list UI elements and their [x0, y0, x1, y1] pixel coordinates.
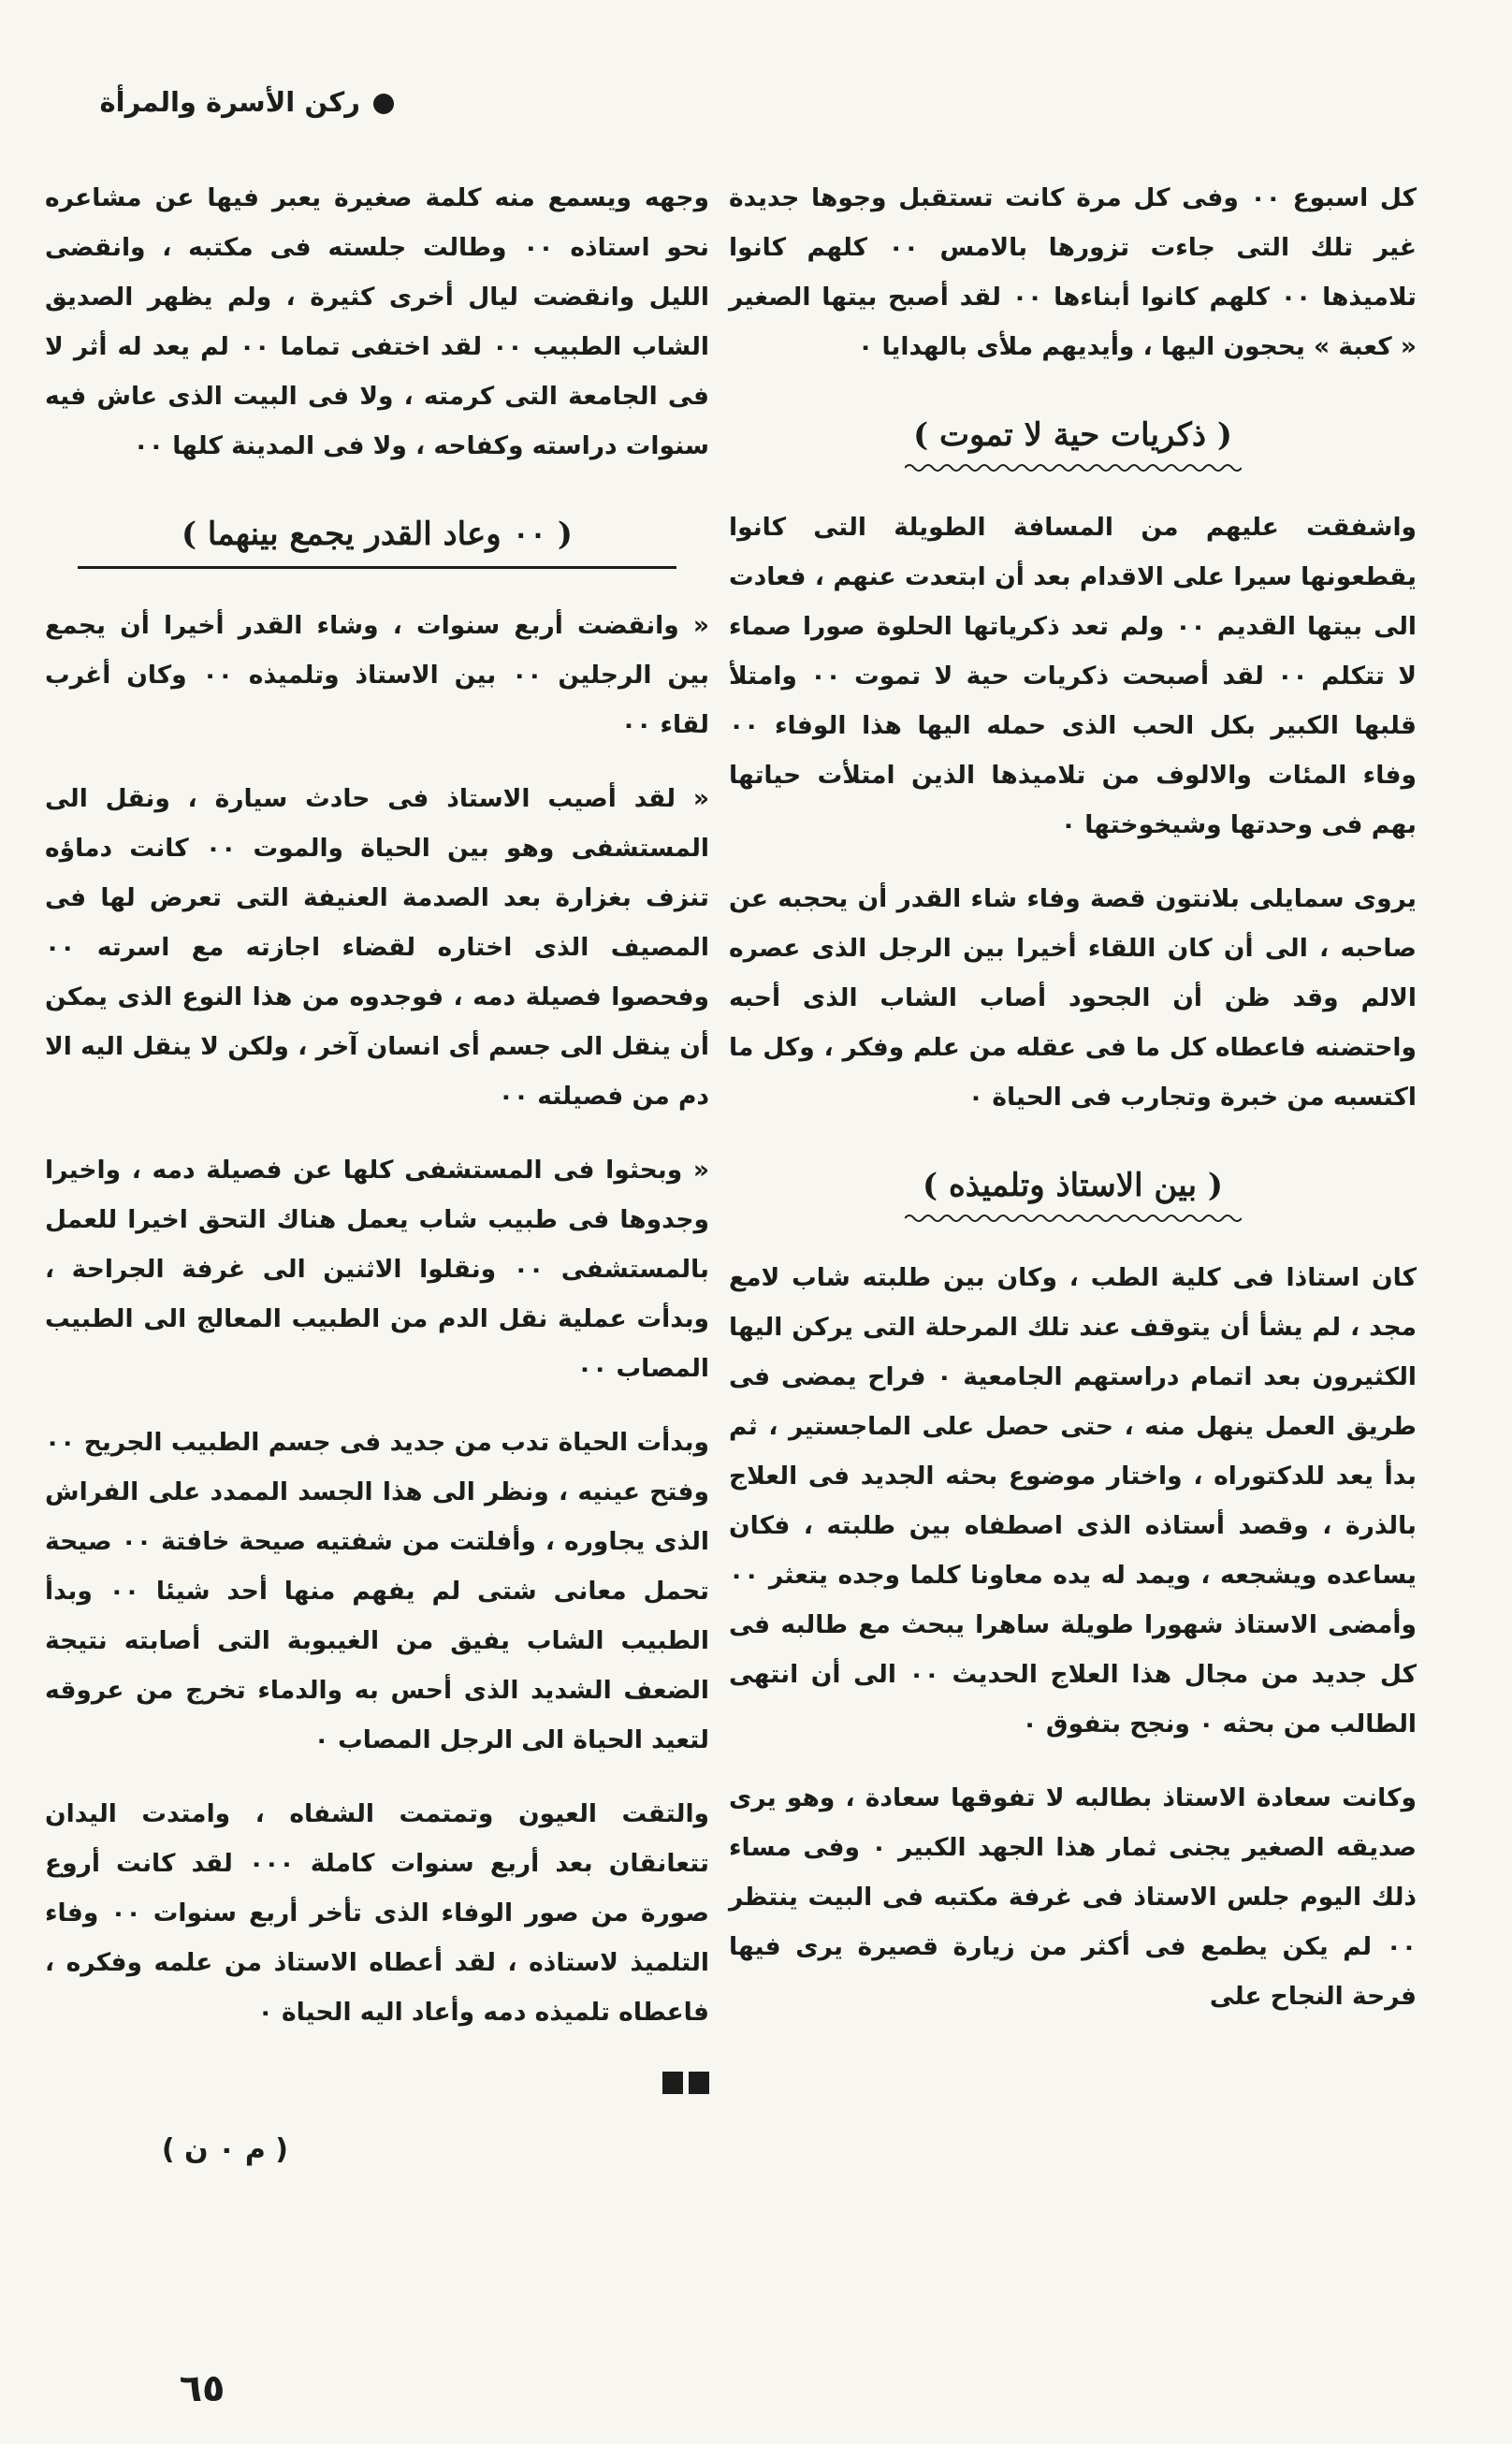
page-number: ٦٥ — [179, 2367, 225, 2410]
paragraph: « وبحثوا فى المستشفى كلها عن فصيلة دمه ، واخيرا وجدوها فى طبيب شاب يعمل هناك التحق اخيرا للعمل بالمستشفى ٠٠ ونقلوا الاثنين الى غرفة الجراحة ، وبدأت عملية نقل الدم من الطبيب المعالج الى الطبيب المصاب ٠٠ — [45, 1156, 709, 1383]
paragraph: « لقد أصيب الاستاذ فى حادث سيارة ، ونقل الى المستشفى وهو بين الحياة والموت ٠٠ كانت دماؤه تنزف بغزارة بعد الصدمة العنيفة التى تعرض لها فى المصيف الذى اختاره لقضاء اجازته مع اسرته ٠٠ وفحصوا فصيلة دمه ، فوجدوه من هذا النوع الذى يمكن أن ينقل الى جسم أى انسان آخر ، ولكن لا ينقل اليه الا دم من فصيلته ٠٠ — [45, 784, 709, 1111]
paragraph: كان استاذا فى كلية الطب ، وكان بين طلبته شاب لامع مجد ، لم يشأ أن يتوقف عند تلك المرحلة التى يركن اليها الكثيرون بعد اتمام دراستهم الجامعية ٠ فراح يمضى فى طريق العمل ينهل منه ، حتى حصل على الماجستير ، ثم بدأ يعد للدكتوراه ، واختار موضوع بحثه الجديد فى العلاج بالذرة ، وقصد أستاذه الذى اصطفاه بين طلبته ، فكان يساعده ويشجعه ، ويمد له يده معاونا كلما وجده يتعثر ٠٠ وأمضى الاستاذ شهورا طويلة ساهرا يبحث مع طالبه فى كل جديد من مجال هذا العلاج الحديث ٠٠ الى أن انتهى الطالب من بحثه ٠ ونجح بتفوق ٠ — [729, 1263, 1417, 1738]
paragraph: كل اسبوع ٠٠ وفى كل مرة كانت تستقبل وجوها جديدة غير تلك التى جاءت تزورها بالامس ٠٠ كلهم كانوا تلاميذها ٠٠ كلهم كانوا أبناءها ٠٠ لقد أصبح بيتها الصغير « كعبة » يحجون اليها ، وأيديهم ملأى بالهدايا ٠ — [729, 183, 1418, 361]
subheading: ( ٠٠ وعاد القدر يجمع بينهما ) — [181, 516, 574, 553]
paragraph: يروى سمايلى بلانتون قصة وفاء شاء القدر أن يحجبه عن صاحبه ، الى أن كان اللقاء أخيرا بين الرجل الذى عصره الالم وقد ظن أن الجحود أصاب الشاب الذى أحبه واحتضنه فاعطاه كل ما فى عقله من علم وفكر ، وكل ما اكتسبه من خبرة وتجارب فى الحياة ٠ — [729, 884, 1417, 1112]
end-mark-icon — [45, 2061, 709, 2089]
bullet-icon — [373, 94, 394, 114]
paragraph: واشفقت عليهم من المسافة الطويلة التى كانوا يقطعونها سيرا على الاقدام بعد أن ابتعدت عنهم ، فعادت الى بيتها القديم ٠٠ ولم تعد ذكرياتها الحلوة صورا صماء لا تتكلم ٠٠ لقد أصبحت ذكريات حية لا تموت ٠٠ وامتلأ قلبها الكبير بكل الحب الذى حمله اليها هذا الوفاء ٠٠ وفاء المئات والالوف من تلاميذها الذين امتلأت حياتها بهم فى وحدتها وشيخوختها ٠ — [729, 513, 1417, 839]
right-column — [729, 173, 1417, 2021]
divider-line — [78, 566, 676, 569]
paragraph: وجهه ويسمع منه كلمة صغيرة يعبر فيها عن مشاعره نحو استاذه ٠٠ وطالت جلسته فى مكتبه ، وانقضى الليل وانقضت ليال أخرى كثيرة ، ولم يظهر الصديق الشاب الطبيب ٠٠ لقد اختفى تماما ٠٠ لم يعد له أثر لا فى الجامعة التى كرمته ، ولا فى البيت الذى عاش فيه سنوات دراسته وكفاحه ، ولا فى المدينة كلها ٠٠ — [45, 183, 709, 460]
section-header — [38, 86, 394, 118]
left-column — [45, 173, 709, 2175]
subheading: ( ذكريات حية لا تموت ) — [913, 416, 1232, 454]
author-signature: ( م ٠ ن ) — [161, 2133, 288, 2166]
paragraph: والتقت العيون وتمتمت الشفاه ، وامتدت اليدان تتعانقان بعد أربع سنوات كاملة ٠٠٠ لقد كانت أروع صورة من صور الوفاء الذى تأخر أربع سنوات ٠٠ وفاء التلميذ لاستاذه ، لقد أعطاه الاستاذ من علمه وفكره ، فاعطاه تلميذه دمه وأعاد اليه الحياة ٠ — [45, 1799, 709, 2027]
wavy-divider-icon — [905, 1212, 1242, 1225]
paragraph: وبدأت الحياة تدب من جديد فى جسم الطبيب الجريح ٠٠ وفتح عينيه ، ونظر الى هذا الجسد الممدد على الفراش الذى يجاوره ، وأفلتت من شفتيه صيحة خافتة ٠٠ صيحة تحمل معانى شتى لم يفهم منها أحد شيئا ٠٠ وبدأ الطبيب الشاب يفيق من الغيبوبة التى أصابته نتيجة الضعف الشديد الذى أحس به والدماء تخرج من عروقه لتعيد الحياة الى الرجل المصاب ٠ — [45, 1428, 710, 1754]
section-title: ركن الأسرة والمرأة — [99, 86, 360, 118]
subheading: ( بين الاستاذ وتلميذه ) — [923, 1167, 1223, 1204]
wavy-divider-icon — [905, 461, 1242, 474]
paragraph: « وانقضت أربع سنوات ، وشاء القدر أخيرا أن يجمع بين الرجلين ٠٠ بين الاستاذ وتلميذه ٠٠ وكان أغرب لقاء ٠٠ — [45, 611, 709, 739]
paragraph: وكانت سعادة الاستاذ بطالبه لا تفوقها سعادة ، وهو يرى صديقه الصغير يجنى ثمار هذا الجهد الكبير ٠ وفى مساء ذلك اليوم جلس الاستاذ فى غرفة مكتبه فى البيت ينتظر ٠٠ لم يكن يطمع فى أكثر من زيارة قصيرة يرى فيها فرحة النجاح على — [729, 1783, 1417, 2011]
